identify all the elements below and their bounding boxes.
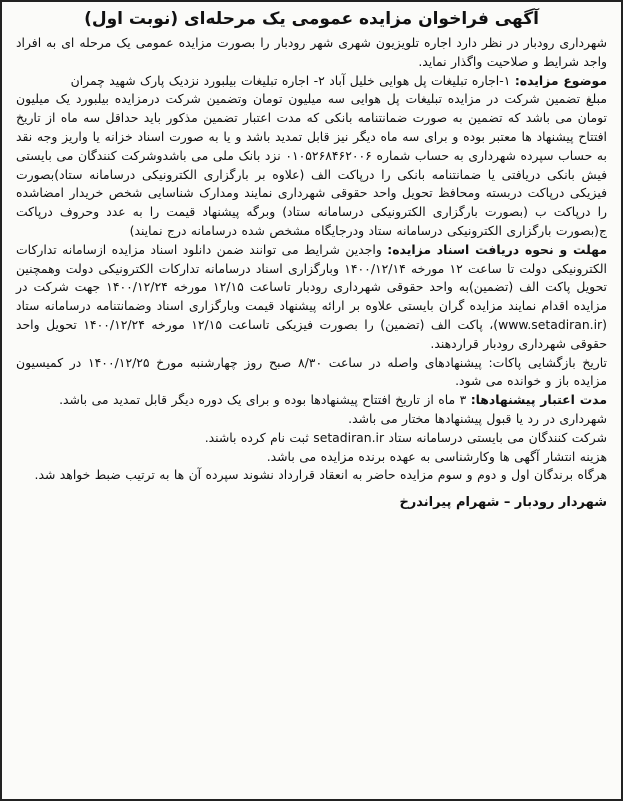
guarantee-text-1: مبلغ تضمین شرکت در مزایده تبلیغات پل هوایی سه میلیون تومان وتضمین شرکت درمزایده بیلبورد یک میلیون تومان می باشد که تضمین به صورت ضمانتنامه بانکی که مدت اعتبار تضمین مذکور باید حداقل سه ماه از تاریخ افتتاح پیشنهاد ها معتبر بوده و برای سه ماه دیگر نیز قابل تمدید باشد و یا به صورت اسناد خزانه یا واریز وجه نقد به حساب سپرده شهرداری به حساب شماره	[16, 91, 607, 163]
note-item: شرکت کنندگان می بایستی درسامانه ستاد setadiran.ir ثبت نام کرده باشند.	[204, 429, 607, 445]
validity-label: مدت اعتبار پیشنهادها:	[470, 392, 607, 408]
deadline-text-2: ، پاکت الف (تضمین) را بصورت فیزیکی تاساعت ۱۲/۱۵ مورخه ۱۴۰۰/۱۲/۲۴ تحویل واحد حقوقی شهرداری رودبار قراردهند.	[16, 316, 607, 351]
deadline-text-1: واجدین شرایط می توانند ضمن دانلود اسناد مزایده ازسامانه تدارکات الکترونیکی دولت تا ساعت ۱۲ مورخه ۱۴۰۰/۱۲/۱۴ وبارگزاری اسناد درسامانه تدارکات الکترونیکی دولت وهمچنین تحویل پاکت الف (تضمین)به واحد حقوقی شهرداری رودبار تاساعت ۱۲/۱۵ مورخه ۱۴۰۰/۱۲/۲۴ جهت شرکت در مزایده اقدام نمایند مزایده گران بایستی علاوه بر ارائه پیشنهاد قیمت وبارگزاری اسناد وضمانتنامه درسامانه ستاد	[16, 241, 608, 314]
signature: شهردار رودبار – شهرام پیراندرخ	[399, 495, 607, 511]
setadiran-url: (www.setadiran.ir)	[493, 316, 607, 332]
guarantee-text-2: نزد بانک ملی می باشدوشرکت کنندگان می بایستی فیش بانکی دریافتی یا ضمانتنامه بانکی را درپاکت الف (علاوه بر بارگزاری الکترونیکی درسامانه ستاد)بصورت فیزیکی درپاکت دربسته ومحافظ تحویل واحد حقوقی شهرداری نمایند ومدارک شناسایی شخص خریدار امضاشده را درپاکت ب (بصورت بارگزاری الکترونیکی درسامانه ستاد) وبرگه پیشنهاد قیمت را به عدد وحروف درپاکت ج(بصورت بارگزاری الکترونیکی درسامانه ستاد ودرجایگاه مشخص شده درسامانه درج نمایند)	[16, 147, 607, 238]
intro-paragraph: شهرداری رودبار در نظر دارد اجاره تلویزیون شهری شهر رودبار را بصورت مزایده عمومی یک مرحله ای به افراد واجد شرایط و صلاحیت واگذار نماید.	[16, 35, 607, 69]
opening-paragraph: تاریخ بازگشایی پاکات: پیشنهادهای واصله در ساعت ۸/۳۰ صبح روز چهارشنبه مورخ ۱۴۰۰/۱۲/۲۵ در کمیسیون مزایده باز و خوانده می شود.	[16, 354, 607, 389]
validity-paragraph	[16, 391, 607, 410]
validity-text: ۳ ماه از تاریخ افتتاح پیشنهادها بوده و برای یک دوره دیگر قابل تمدید می باشد.	[59, 392, 467, 408]
notice-title: آگهی فراخوان مزایده عمومی یک مرحله‌ای (نوبت اول)	[84, 9, 539, 29]
deadline-paragraph	[16, 241, 607, 354]
deadline-label: مهلت و نحوه دریافت اسناد مزایده:	[387, 241, 607, 257]
note-item: شهرداری در رد یا قبول پیشنهادها مختار می باشد.	[348, 410, 607, 426]
note-item: هرگاه برندگان اول و دوم و سوم مزایده حاضر به انعقاد قرارداد نشوند سپرده آن ها به ترتیب ضبط خواهد شد.	[34, 467, 607, 483]
account-number: ۰۱۰۵۲۶۸۴۶۲۰۰۶	[285, 147, 372, 163]
subject-paragraph	[16, 72, 607, 91]
subject-label: موضوع مزایده:	[514, 72, 607, 88]
guarantee-paragraph	[16, 90, 607, 240]
note-item: هزینه انتشار آگهی ها وکارشناسی به عهده برنده مزایده می باشد.	[266, 448, 607, 464]
subject-text: ۱-اجاره تبلیغات پل هوایی خلیل آباد ۲- اجاره تبلیغات بیلبورد نزدیک پارک شهید چمران	[70, 72, 511, 88]
